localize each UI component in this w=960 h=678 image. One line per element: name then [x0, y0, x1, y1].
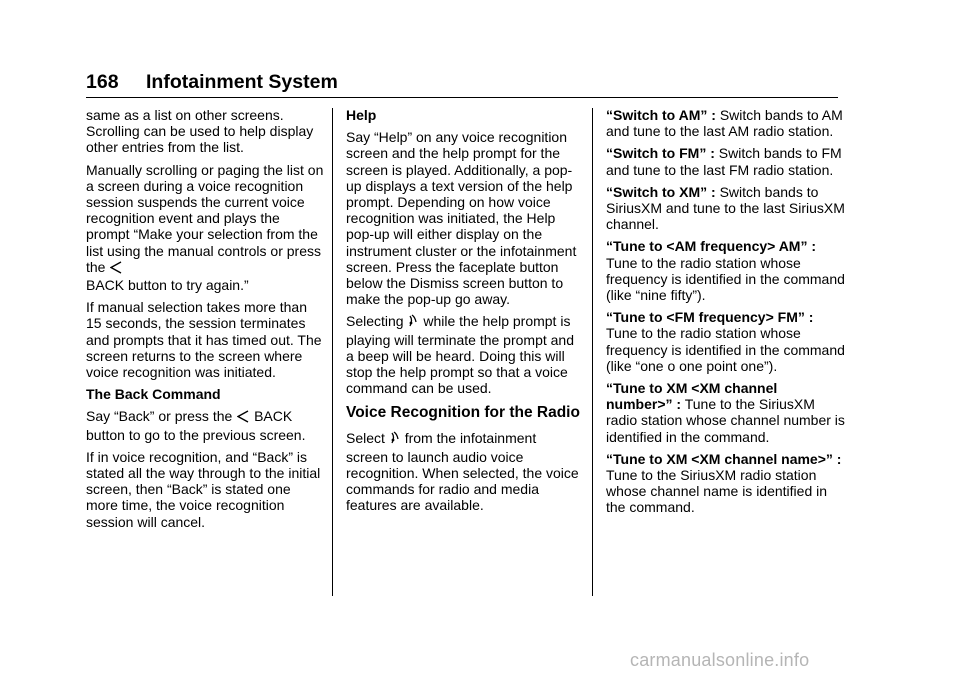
command-description: Tune to the SiriusXM radio station whose channel name is identified in the command.: [606, 467, 828, 516]
command-item: [606, 107, 846, 139]
paragraph: If in voice recognition, and “Back” is stated all the way through to the initial screen, then “Back” is stated one more time, the voice recognition session will cancel.: [86, 448, 321, 530]
header-rule: [86, 97, 838, 98]
paragraph-text: Selecting: [346, 313, 404, 330]
command-item: [606, 184, 846, 233]
command-item: [606, 451, 846, 516]
command-description: Switch bands to AM and tune to the last AM radio station.: [606, 107, 843, 140]
command-description: Switch bands to FM and tune to the last FM radio station.: [606, 145, 842, 178]
command-item: [606, 380, 846, 445]
subheading: Help: [346, 107, 377, 123]
voice-recognition-icon: [390, 431, 400, 448]
column-1: [86, 107, 326, 536]
paragraph-text: BACK button to go to the previous screen.: [86, 408, 306, 443]
command-item: [606, 238, 846, 303]
page-header: [86, 70, 838, 100]
command-description: Switch bands to SiriusXM and tune to the last SiriusXM channel.: [606, 183, 845, 233]
command-label: “Tune to <FM frequency> FM” :: [606, 309, 814, 326]
command-label: “Tune to XM <XM channel name>” :: [606, 450, 842, 467]
command-description: Tune to the radio station whose frequency is identified in the command (like “nine fifty”).: [606, 254, 845, 304]
command-label: “Tune to <AM frequency> AM” :: [606, 238, 817, 255]
command-label: “Switch to FM” :: [606, 145, 715, 162]
command-description: Tune to the SiriusXM radio station whose channel number is identified in the command.: [606, 396, 845, 445]
paragraph: same as a list on other screens. Scrolling can be used to help display other entries from the list.: [86, 107, 314, 156]
paragraph-text: while the help prompt is playing will terminate the prompt and a beep will be heard. Doing this will stop the help prompt so that a voice command can be used.: [346, 313, 575, 397]
back-triangle-icon: [237, 410, 249, 426]
paragraph-text: Manually scrolling or paging the list on a screen during a voice recognition session suspends the current voice recognition event and plays the prompt “Make your selection from the list using the manual controls or press the: [86, 161, 324, 275]
command-item: [606, 145, 846, 177]
paragraph-text: from the infotainment screen to launch audio voice recognition. When selected, the voice commands for radio and media features are available.: [346, 430, 579, 514]
paragraph: [86, 162, 326, 294]
command-label: “Switch to XM” :: [606, 183, 716, 200]
paragraph-text: BACK button to try again.”: [86, 277, 249, 294]
paragraph-text: Select: [346, 430, 385, 447]
subheading: The Back Command: [86, 386, 221, 403]
voice-recognition-icon: [408, 314, 418, 331]
column-2: [346, 107, 582, 519]
paragraph-text: Say “Back” or press the: [86, 408, 233, 425]
command-label: “Switch to AM” :: [606, 107, 716, 123]
watermark: carmanualsonline.info: [630, 650, 810, 670]
column-3: [606, 107, 846, 522]
paragraph: [86, 408, 326, 442]
page-number: 168: [86, 71, 119, 93]
command-label: “Tune to XM <XM channel number>” :: [606, 380, 778, 413]
section-title: Infotainment System: [146, 71, 338, 93]
column-divider-1: [332, 108, 333, 596]
section-heading: Voice Recognition for the Radio: [346, 404, 580, 422]
paragraph: If manual selection takes more than 15 seconds, the session terminates and prompts that it has timed out. The screen returns to the screen where voice recognition was initiated.: [86, 299, 322, 381]
command-item: [606, 309, 846, 374]
paragraph: [346, 313, 582, 396]
paragraph: Say “Help” on any voice recognition screen and the help prompt for the screen is played. Additionally, a pop-up displays a text version of the help prompt. Depending on how voice recognition was initiated, the Help pop-up will either display on the instrument cluster or the infotainment screen. Press the faceplate button below the Dismiss screen button to make the pop-up go away.: [346, 129, 577, 308]
back-triangle-icon: [110, 261, 122, 277]
paragraph: [346, 430, 582, 513]
command-description: Tune to the radio station whose frequency is identified in the command (like “one o one point one”).: [606, 325, 845, 374]
column-divider-2: [592, 108, 593, 596]
